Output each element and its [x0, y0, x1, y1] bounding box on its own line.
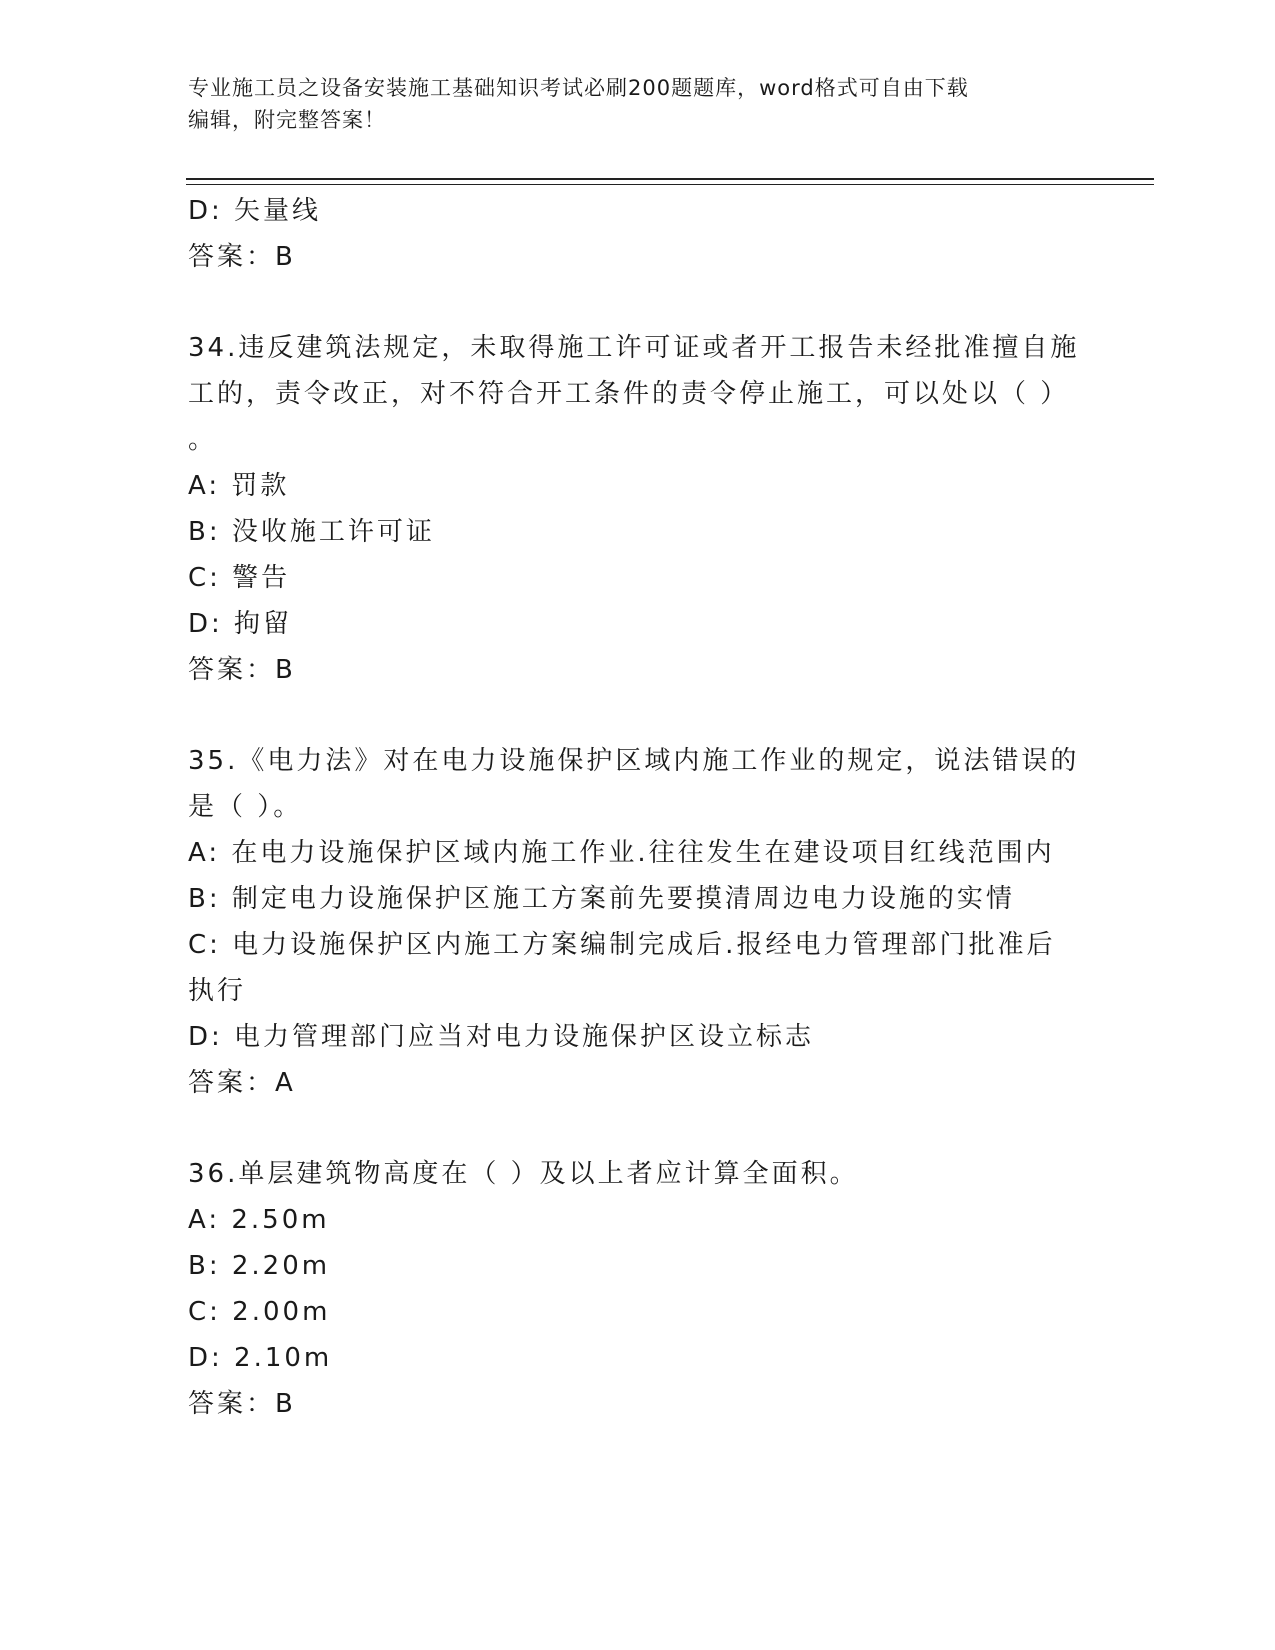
question-34-option-d: D: 拘留: [188, 609, 293, 639]
header-rule-thick: [186, 178, 1154, 180]
question-35-answer: 答案：A: [188, 1068, 296, 1098]
document-header: [188, 72, 1068, 136]
question-36-option-b: B: 2.20m: [188, 1251, 331, 1281]
question-35-option-c-1: C: 电力设施保护区内施工方案编制完成后.报经电力管理部门批准后: [188, 930, 1056, 960]
header-rule-thin: [186, 184, 1154, 185]
question-36-option-a: A: 2.50m: [188, 1205, 330, 1235]
question-35-option-b: B: 制定电力设施保护区施工方案前先要摸清周边电力设施的实情: [188, 884, 1015, 914]
question-34-text-3: 。: [188, 425, 218, 455]
question-36-text: 36.单层建筑物高度在（ ）及以上者应计算全面积。: [188, 1159, 859, 1189]
header-line-1: 专业施工员之设备安装施工基础知识考试必刷200题题库，word格式可自由下载: [188, 76, 969, 100]
question-36-option-c: C: 2.00m: [188, 1297, 331, 1327]
question-36-answer: 答案：B: [188, 1389, 296, 1419]
header-line-2: 编辑，附完整答案！: [188, 108, 386, 132]
document-body: [188, 188, 1080, 1427]
question-34-answer: 答案：B: [188, 655, 296, 685]
prev-answer: 答案：B: [188, 242, 296, 272]
question-34-option-a: A: 罚款: [188, 471, 290, 501]
question-34-text-2: 工的，责令改正，对不符合开工条件的责令停止施工，可以处以（ ）: [188, 379, 1070, 409]
question-35-option-d: D: 电力管理部门应当对电力设施保护区设立标志: [188, 1022, 815, 1052]
spacer: [188, 693, 1068, 738]
question-35-option-c-2: 执行: [188, 976, 247, 1006]
question-35: [188, 738, 1080, 1106]
spacer: [188, 280, 1068, 325]
spacer: [188, 1106, 1068, 1151]
question-35-text-2: 是（ ）。: [188, 792, 303, 822]
question-34-text-1: 34.违反建筑法规定，未取得施工许可证或者开工报告未经批准擅自施: [188, 333, 1080, 363]
prev-option-d: D: 矢量线: [188, 196, 322, 226]
question-36: [188, 1151, 1068, 1427]
question-34: [188, 325, 1080, 693]
question-34-option-c: C: 警告: [188, 563, 291, 593]
question-34-option-b: B: 没收施工许可证: [188, 517, 435, 547]
question-35-option-a: A: 在电力设施保护区域内施工作业.往往发生在建设项目红线范围内: [188, 838, 1055, 868]
question-35-text-1: 35.《电力法》对在电力设施保护区域内施工作业的规定，说法错误的: [188, 746, 1080, 776]
question-36-option-d: D: 2.10m: [188, 1343, 333, 1373]
